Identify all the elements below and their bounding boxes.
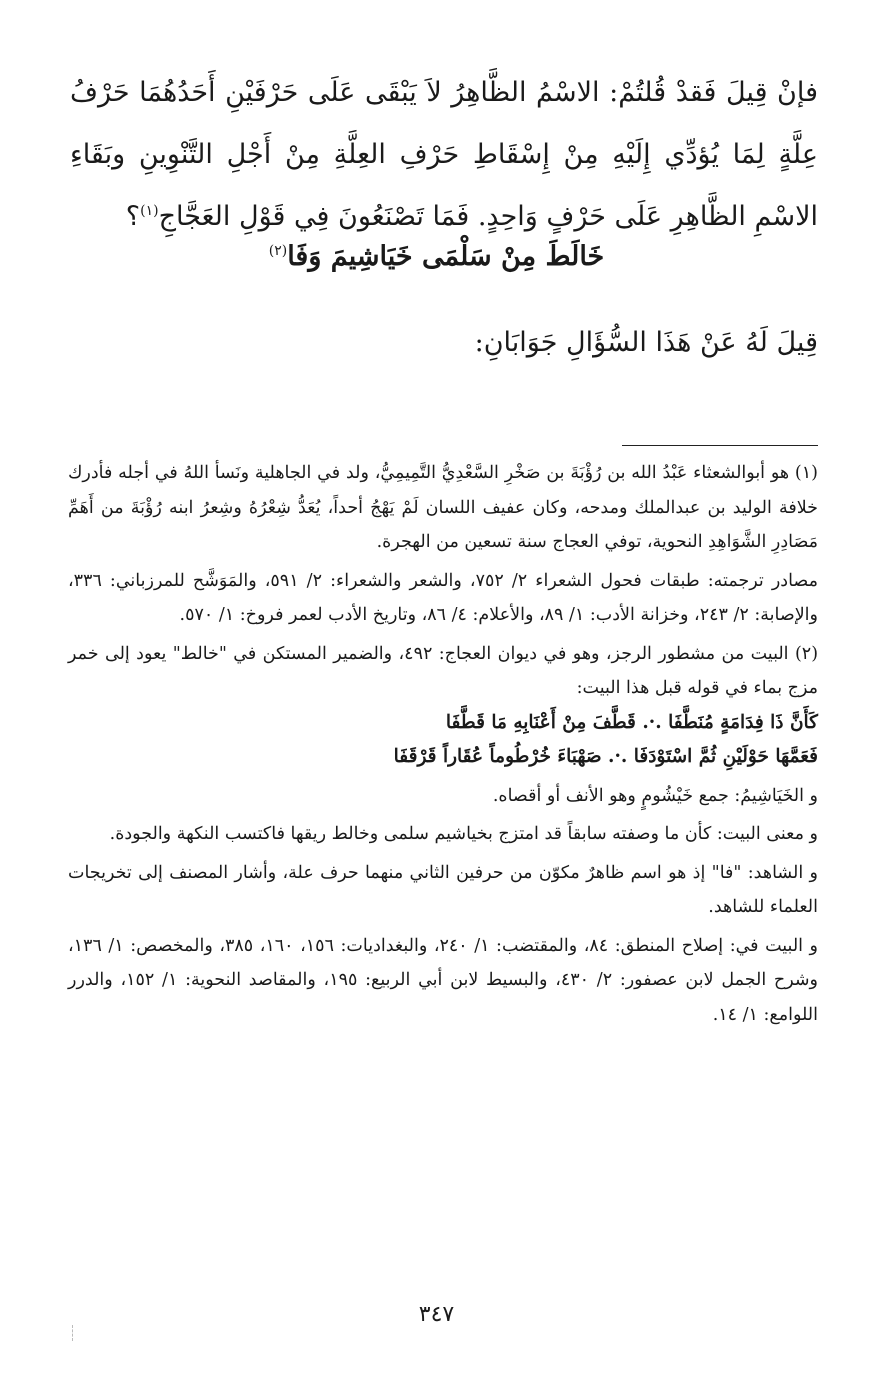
footnote-1-bio: (١) هو أبوالشعثاء عَبْدُ الله بن رُؤْبَةَ بن صَخْرِ السَّعْدِيُّ التَّمِيمِيُّ، ولد في الجاهلية ونَسأ اللهُ في أجله فأدرك خلافة الوليد بن عبدالملك ومدحه، وكان عفيف اللسان لَمْ يَهْجُ أحداً، يُعَدُّ شِعْرُهُ وشِعرُ ابنه رُؤْبَةَ من أَهَمِّ مَصَادِرِ الشَّوَاهِدِ النحوية، توفي العجاج سنة تسعين من الهجرة. (68, 463, 818, 552)
footnote-2-references: و البيت في: إصلاح المنطق: ٨٤، والمقتضب: ١/ ٢٤٠، والبغداديات: ١٥٦، ١٦٠، ٣٨٥، والمخصص: ١/ ١٣٦، وشرح الجمل لابن عصفور: ٢/ ٤٣٠، والبسيط لابن أبي الربيع: ١٩٥، والمقاصد النحوية: ١/ ١٥٢، والدرر اللوامع: ١/ ١٤. (68, 935, 818, 1025)
footnote-ref-2[interactable]: (٢) (268, 243, 288, 259)
footnote-1-sources: مصادر ترجمته: طبقات فحول الشعراء ٢/ ٧٥٢، والشعر والشعراء: ٢/ ٥٩١، والمَوَشَّح للمرزباني: ٣٣٦، والإصابة: ٢/ ٢٤٣، وخزانة الأدب: ١/ ٨٩، والأعلام: ٤/ ٨٦، وتاريخ الأدب لعمر فروخ: ١/ ٥٧٠. (68, 570, 818, 625)
footnote-separator (622, 445, 818, 446)
poem-line-2: فَعَمَّهَا حَوْلَيْنِ ثُمَّ اسْتَوْدَفَا .·. صَهْبَاءَ خُرْطُوماً عُقَاراً قَرْقَفَا (393, 746, 818, 767)
footnote-2-intro: (٢) البيت من مشطور الرجز، وهو في ديوان العجاج: ٤٩٢، والضمير المستكن في "خالط" يعود إلى خمر مزج بماء في قوله قبل هذا البيت: (68, 643, 819, 698)
poem-line-1: كَأَنَّ ذَا فِدَامَةٍ مُنَطَّفَا .·. قَطَّفَ مِنْ أَعْنَابِهِ مَا قَطَّفَا (445, 711, 818, 733)
footnotes (68, 456, 818, 1032)
quoted-verse (0, 232, 873, 282)
answer-line: قِيلَ لَهُ عَنْ هَذَا السُّؤَالِ جَوَابَانِ: (474, 327, 818, 358)
page-number: ٣٤٧ (418, 1302, 455, 1327)
main-paragraph (70, 62, 818, 248)
verse-text: خَالَطَ مِنْ سَلْمَى خَيَاشِيمَ وَفَا (287, 241, 605, 272)
main-paragraph-text: فإنْ قِيلَ فَقدْ قُلتُمْ: الاسْمُ الظَّاهِرُ لاَ يَبْقَى عَلَى حَرْفَيْنِ أَحَدُهُمَا حَرْفُ عِلَّةٍ لِمَا يُؤدِّي إِلَيْهِ مِنْ إِسْقَاطِ حَرْفِ العِلَّةِ مِنْ أَجْلِ التَّنْوِينِ وبَقَاءِ الاسْمِ الظَّاهِرِ عَلَى حَرْفٍ وَاحِدٍ. فَمَا تَصْنَعُونَ فِي قَوْلِ العَجَّاجِ (70, 77, 818, 232)
footnote-2-meaning: و معنى البيت: كأن ما وصفته سابقاً قد امتزج بخياشيم سلمى وخالط ريقها فاكتسب النكهة والجودة. (109, 824, 818, 844)
footnote-2-evidence: و الشاهد: "فا" إذ هو اسم ظاهرٌ مكوّن من حرفين الثاني منهما حرف علة، وأشار المصنف إلى تخريجات العلماء للشاهد. (68, 862, 818, 917)
footnote-ref-1[interactable]: (١) (140, 203, 159, 219)
scan-margin-mark (72, 1325, 73, 1341)
question-mark: ؟ (125, 201, 141, 232)
footnote-2-vocab: و الخَيَاشِيمُ: جمع خَيْشُومٍ وهو الأنف أو أقصاه. (492, 785, 818, 806)
